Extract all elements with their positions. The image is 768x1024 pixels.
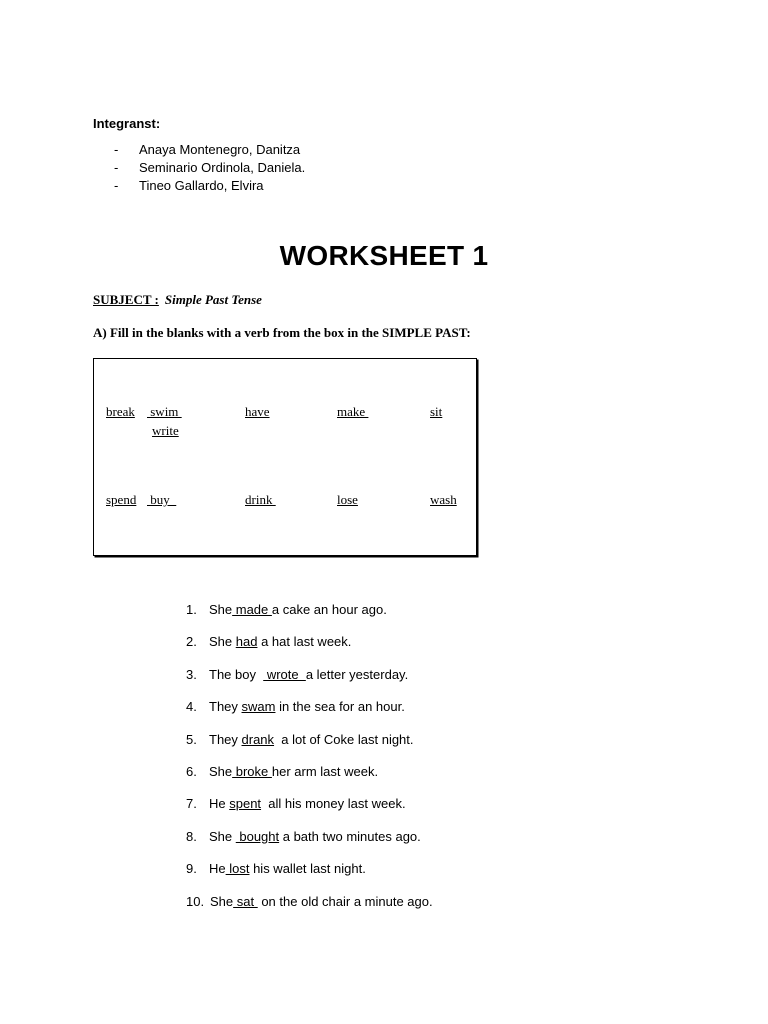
verb-word: have	[245, 404, 270, 419]
sentence-text: her arm last week.	[271, 763, 379, 779]
subject-label: SUBJECT :	[93, 292, 159, 307]
verb-word: drink	[245, 492, 276, 507]
integrant-name: Tineo Gallardo, Elvira	[139, 178, 264, 193]
item-number: 8.	[186, 828, 197, 844]
item-number: 4.	[186, 699, 197, 715]
sentence-item	[186, 795, 433, 827]
worksheet-title: WORKSHEET 1	[279, 240, 489, 271]
answer-blank: sat	[233, 893, 258, 909]
answer-blank: made	[232, 602, 272, 617]
sentence-text: on the old chair a minute ago.	[257, 893, 433, 909]
bullet-dash: -	[114, 178, 119, 193]
verb-word: make	[337, 404, 369, 419]
sentence-text: all his money last week.	[261, 796, 406, 812]
answer-blank: spent	[229, 796, 262, 812]
sentence-text: She	[209, 828, 236, 844]
answer-blank: drank	[241, 731, 275, 747]
sentence-text: They	[209, 699, 242, 715]
answer-blank: lost	[225, 861, 250, 877]
verb-word: swim	[147, 404, 182, 419]
verb-word: spend	[106, 492, 137, 507]
integrants-heading: Integranst:	[93, 116, 161, 131]
sentence-text: She	[209, 602, 233, 617]
sentence-text: a letter yesterday.	[305, 666, 409, 682]
sentence-text: a bath two minutes ago.	[279, 828, 421, 844]
sentence-text: They	[209, 731, 242, 747]
item-number: 2.	[186, 634, 197, 650]
answer-blank: had	[235, 634, 258, 650]
sentence-text: a lot of Coke last night.	[274, 731, 414, 747]
item-number: 5.	[186, 731, 197, 747]
sentence-text: She	[210, 893, 234, 909]
answer-blank: wrote	[263, 666, 306, 682]
sentence-item	[186, 601, 433, 633]
sentence-text: She	[209, 763, 233, 779]
sentence-text: He	[209, 796, 230, 812]
item-number: 6.	[186, 763, 197, 779]
integrant-name: Anaya Montenegro, Danitza	[139, 142, 301, 157]
sentence-item	[186, 633, 433, 665]
instruction-text: A) Fill in the blanks with a verb from the box in the SIMPLE PAST:	[93, 325, 471, 340]
item-number: 3.	[186, 666, 197, 682]
verb-word: lose	[337, 492, 358, 507]
verb-word: sit	[430, 404, 443, 419]
verb-box	[93, 358, 477, 556]
sentence-text: a hat last week.	[257, 634, 352, 650]
verb-word: break	[106, 404, 135, 419]
sentence-text: his wallet last night.	[249, 861, 366, 877]
sentence-text: She	[209, 634, 236, 650]
subject-line	[93, 292, 262, 308]
sentence-item	[186, 828, 433, 860]
answer-blank: broke	[232, 763, 272, 779]
integrant-name: Seminario Ordinola, Daniela.	[139, 160, 306, 175]
answer-blank: bought	[235, 828, 280, 844]
sentence-text: He	[209, 861, 226, 877]
sentence-item	[186, 698, 433, 730]
verb-word: write	[152, 423, 179, 438]
sentence-item	[186, 860, 433, 892]
sentence-item	[186, 763, 433, 795]
verb-word: buy	[147, 492, 177, 507]
verb-word: wash	[430, 492, 457, 507]
item-number: 10.	[186, 893, 205, 909]
item-number: 1.	[186, 602, 197, 617]
sentence-text: a cake an hour ago.	[271, 602, 387, 617]
bullet-dash: -	[114, 160, 119, 175]
sentence-item	[186, 731, 433, 763]
bullet-dash: -	[114, 142, 119, 157]
sentence-list	[186, 601, 433, 925]
sentence-text: The boy	[209, 666, 264, 682]
item-number: 9.	[186, 861, 197, 877]
answer-blank: swam	[241, 699, 276, 715]
item-number: 7.	[186, 796, 197, 812]
sentence-item	[186, 893, 433, 925]
subject-value: Simple Past Tense	[164, 292, 262, 307]
sentence-text: in the sea for an hour.	[275, 699, 405, 715]
sentence-item	[186, 666, 433, 698]
